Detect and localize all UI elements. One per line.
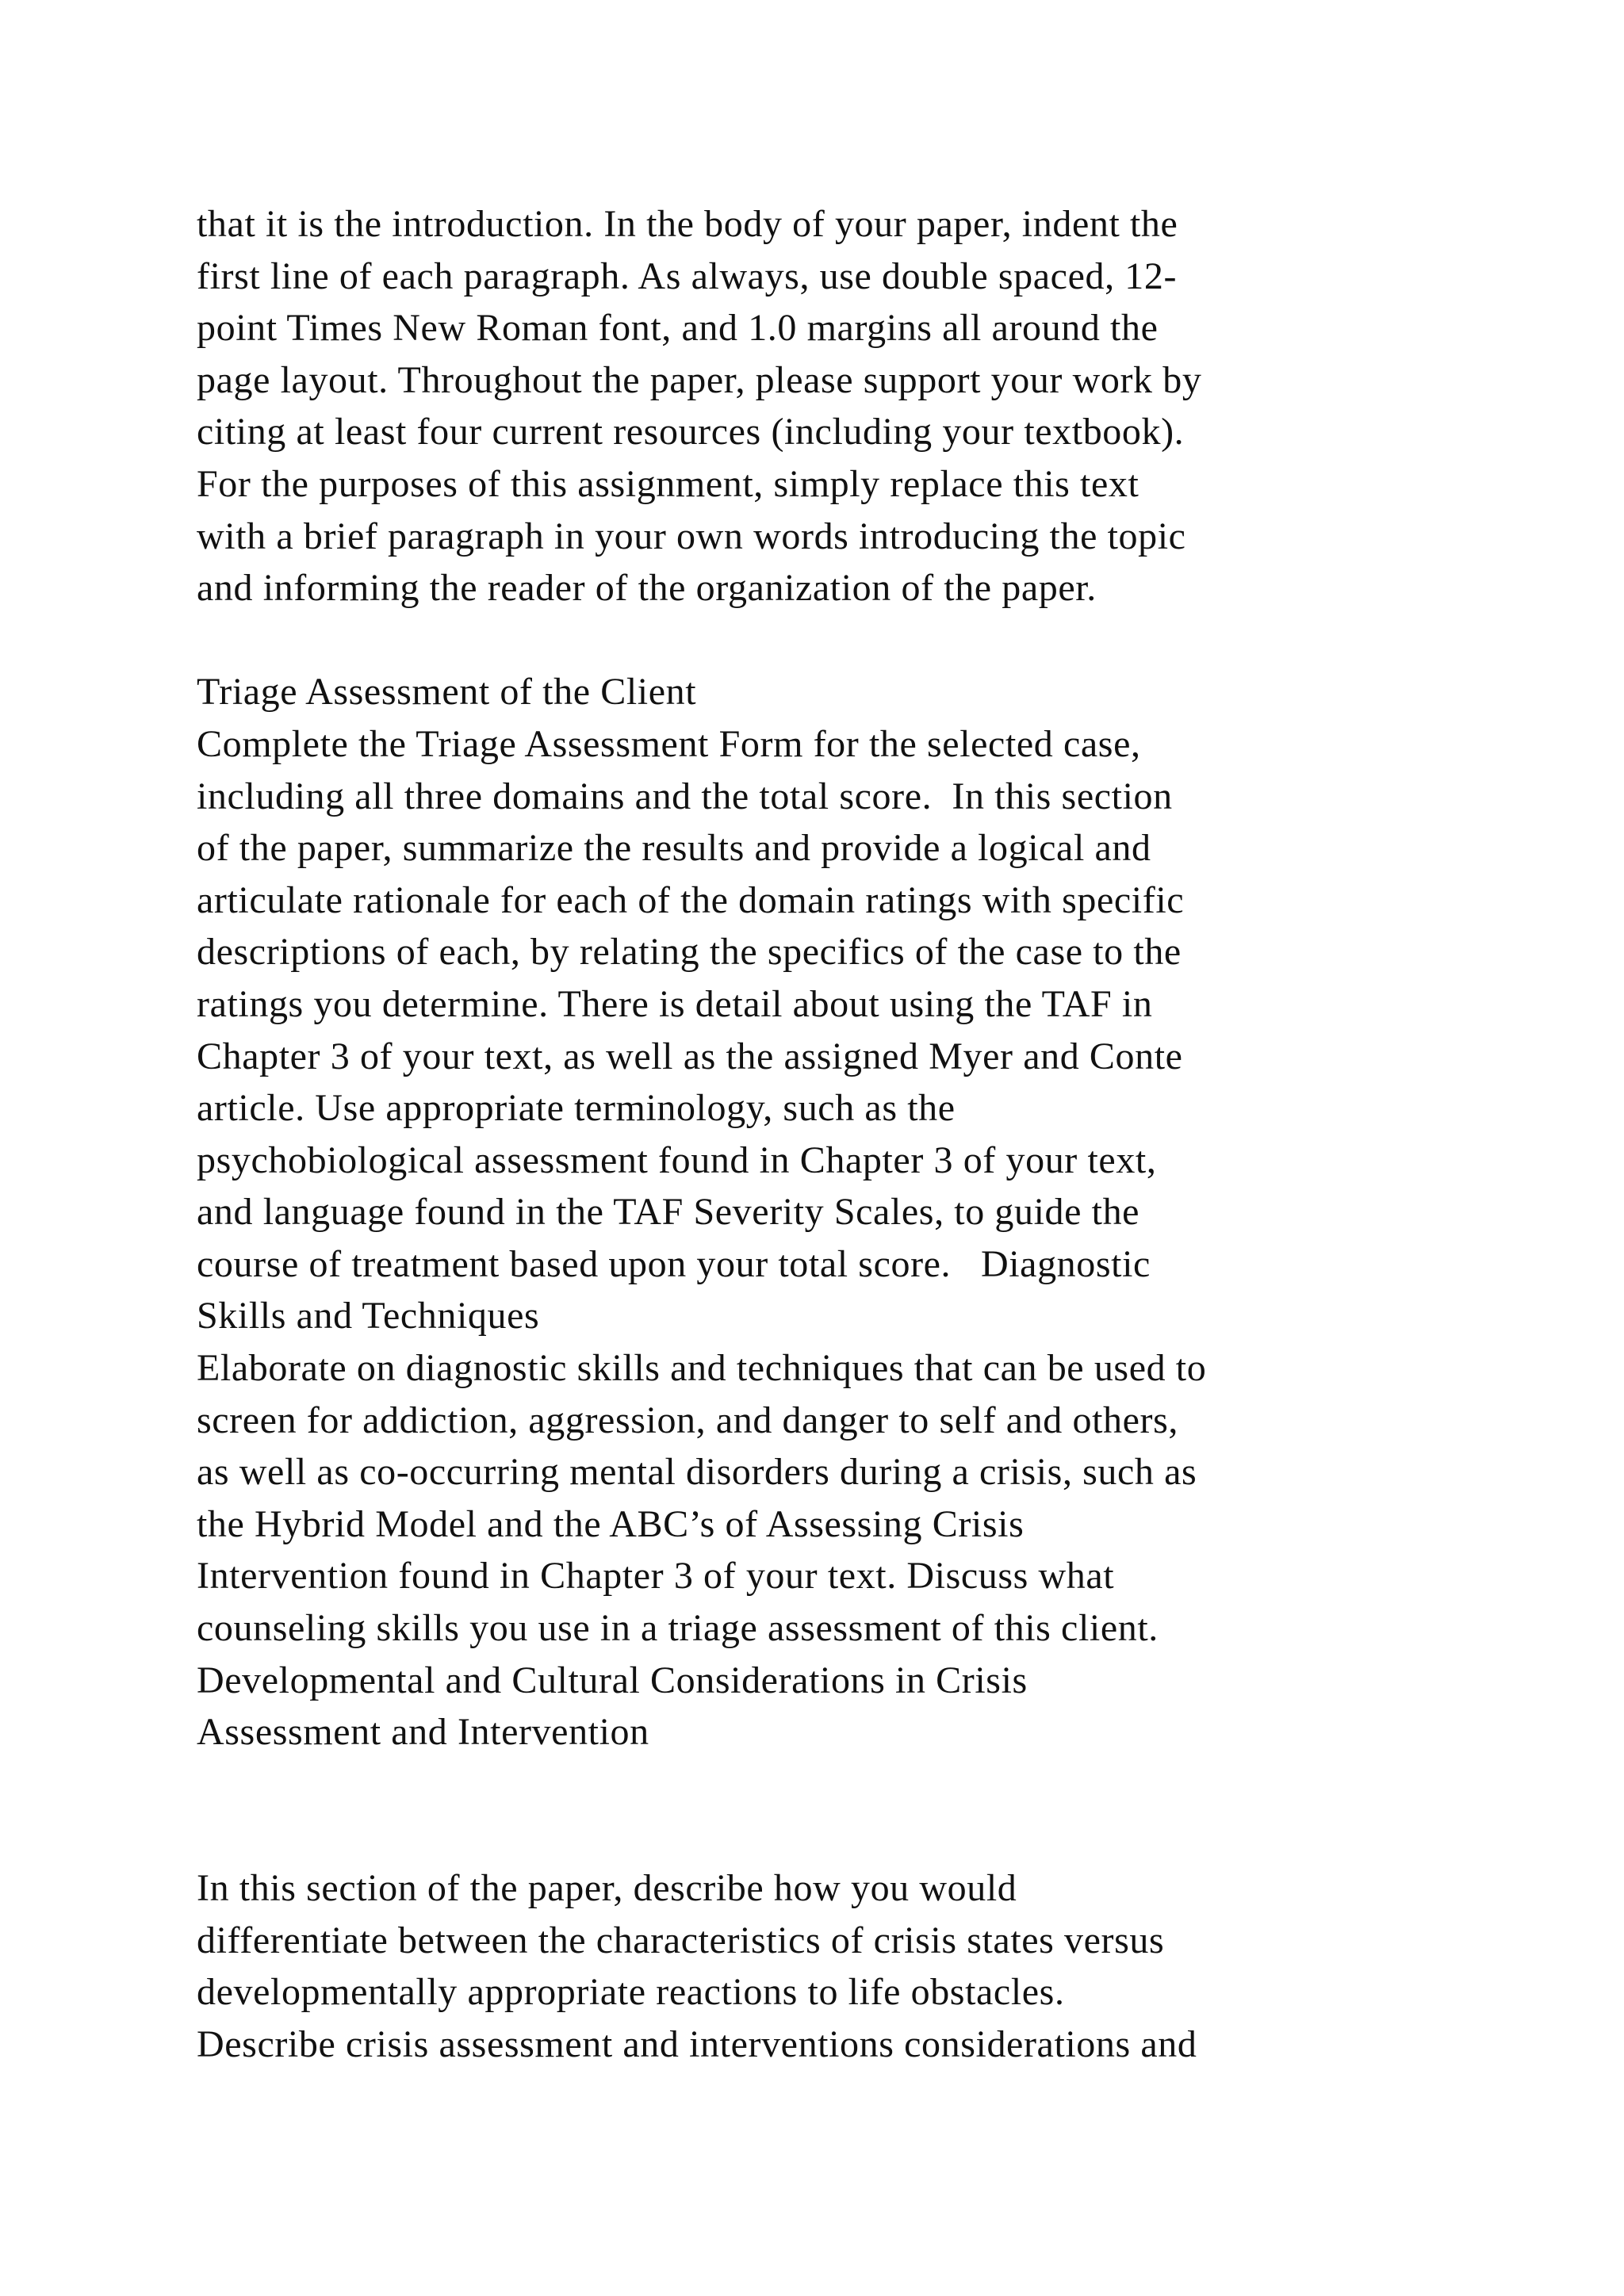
text-line: Intervention found in Chapter 3 of your text. Discuss what <box>197 1555 1115 1598</box>
text-line: Complete the Triage Assessment Form for the selected case, <box>197 722 1141 765</box>
text-line: of the paper, summarize the results and provide a logical and <box>197 827 1151 870</box>
document-body <box>197 198 1505 2070</box>
section-heading: Skills and Techniques <box>197 1295 540 1337</box>
text-line: the Hybrid Model and the ABC’s of Assessing Crisis <box>197 1502 1025 1545</box>
text-line: including all three domains and the total score. In this section <box>197 775 1173 817</box>
text-line: developmentally appropriate reactions to life obstacles. <box>197 1971 1065 2014</box>
section-heading: Developmental and Cultural Considerations in Crisis <box>197 1659 1028 1701</box>
text-line: that it is the introduction. In the body of your paper, indent the <box>197 203 1178 245</box>
text-line: Chapter 3 of your text, as well as the assigned Myer and Conte <box>197 1035 1183 1077</box>
text-line: differentiate between the characteristics of crisis states versus <box>197 1919 1165 1961</box>
text-line: article. Use appropriate terminology, such as the <box>197 1087 956 1130</box>
blank-line <box>197 1810 1505 1862</box>
text-line: In this section of the paper, describe how you would <box>197 1867 1017 1909</box>
text-line: For the purposes of this assignment, simply replace this text <box>197 462 1139 505</box>
text-line: with a brief paragraph in your own words introducing the topic <box>197 515 1186 557</box>
blank-line <box>197 1758 1505 1811</box>
text-line: as well as co-occurring mental disorders during a crisis, such as <box>197 1451 1197 1494</box>
text-line: descriptions of each, by relating the specifics of the case to the <box>197 931 1182 974</box>
section-heading: Triage Assessment of the Client <box>197 671 697 714</box>
text-line: counseling skills you use in a triage assessment of this client. <box>197 1607 1159 1650</box>
blank-line <box>197 614 1505 667</box>
text-line: screen for addiction, aggression, and danger to self and others, <box>197 1399 1179 1441</box>
text-line: psychobiological assessment found in Chapter 3 of your text, <box>197 1138 1157 1181</box>
text-line: course of treatment based upon your total score. Diagnostic <box>197 1242 1151 1285</box>
text-line: Describe crisis assessment and interventions considerations and <box>197 2022 1197 2065</box>
text-line: Elaborate on diagnostic skills and techniques that can be used to <box>197 1347 1207 1390</box>
text-line: page layout. Throughout the paper, please support your work by <box>197 358 1202 401</box>
text-line: articulate rationale for each of the domain ratings with specific <box>197 878 1185 921</box>
text-line: citing at least four current resources (including your textbook). <box>197 411 1185 453</box>
text-line: and informing the reader of the organization of the paper. <box>197 567 1097 610</box>
text-line: and language found in the TAF Severity Scales, to guide the <box>197 1191 1140 1234</box>
text-line: ratings you determine. There is detail about using the TAF in <box>197 982 1153 1025</box>
text-line: point Times New Roman font, and 1.0 margins all around the <box>197 307 1159 350</box>
text-line: first line of each paragraph. As always, use double spaced, 12- <box>197 254 1178 297</box>
section-heading: Assessment and Intervention <box>197 1711 649 1754</box>
